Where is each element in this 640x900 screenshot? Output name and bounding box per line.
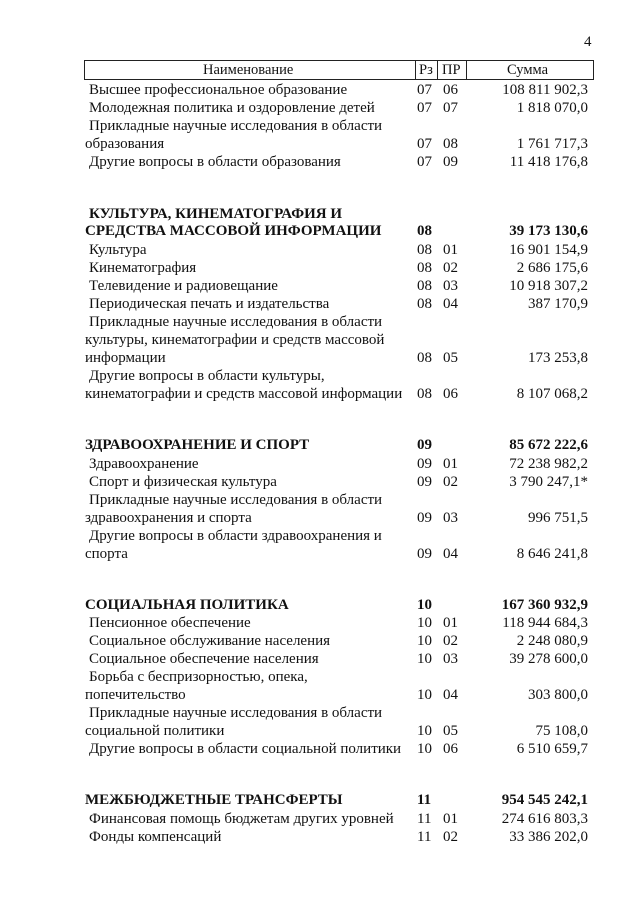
row-name-continuation: Прикладные научные исследования в области — [89, 492, 383, 508]
row-rz: 07 — [417, 82, 432, 98]
row-rz: 09 — [417, 474, 432, 490]
row-pr: 04 — [443, 296, 458, 312]
row-pr: 06 — [443, 386, 458, 402]
row-name-continuation: Прикладные научные исследования в области — [89, 705, 383, 721]
row-sum: 996 751,5 — [528, 510, 588, 526]
row-rz: 08 — [417, 350, 432, 366]
row-rz: 08 — [417, 386, 432, 402]
row-name-continuation: культуры, кинематографии и средств массовой — [85, 332, 385, 348]
row-sum: 39 278 600,0 — [509, 651, 588, 667]
row-pr: 02 — [443, 829, 458, 845]
row-name: Социальное обеспечение населения — [89, 651, 319, 667]
header-divider — [466, 61, 467, 79]
header-pr: ПР — [442, 62, 461, 78]
header-name: Наименование — [203, 62, 294, 78]
row-pr: 01 — [443, 615, 458, 631]
row-name: Фонды компенсаций — [89, 829, 222, 845]
table-header — [84, 60, 594, 80]
row-sum: 10 918 307,2 — [509, 278, 588, 294]
row-sum: 1 818 070,0 — [516, 100, 588, 116]
row-sum: 8 107 068,2 — [516, 386, 588, 402]
row-rz: 09 — [417, 456, 432, 472]
row-sum: 8 646 241,8 — [516, 546, 588, 562]
row-sum: 108 811 902,3 — [502, 82, 588, 98]
row-pr: 03 — [443, 651, 458, 667]
row-name: здравоохранения и спорта — [85, 510, 252, 526]
row-sum: 33 386 202,0 — [509, 829, 588, 845]
row-name: ЗДРАВООХРАНЕНИЕ И СПОРТ — [85, 437, 310, 453]
page-number: 4 — [584, 34, 592, 50]
row-sum: 85 672 222,6 — [509, 437, 588, 453]
row-name: Молодежная политика и оздоровление детей — [89, 100, 375, 116]
row-rz: 10 — [417, 723, 432, 739]
row-rz: 08 — [417, 296, 432, 312]
row-rz: 10 — [417, 651, 432, 667]
row-pr: 01 — [443, 242, 458, 258]
row-name: СРЕДСТВА МАССОВОЙ ИНФОРМАЦИИ — [85, 223, 382, 239]
header-divider — [437, 61, 438, 79]
row-rz: 11 — [417, 811, 432, 827]
row-sum: 118 944 684,3 — [502, 615, 588, 631]
row-rz: 10 — [417, 687, 432, 703]
row-pr: 09 — [443, 154, 458, 170]
header-divider — [415, 61, 416, 79]
row-sum: 954 545 242,1 — [501, 792, 588, 808]
row-pr: 04 — [443, 546, 458, 562]
row-rz: 10 — [417, 741, 432, 757]
row-rz: 07 — [417, 100, 432, 116]
row-pr: 01 — [443, 811, 458, 827]
row-pr: 06 — [443, 82, 458, 98]
row-sum: 2 686 175,6 — [516, 260, 588, 276]
row-rz: 07 — [417, 136, 432, 152]
row-rz: 10 — [417, 615, 432, 631]
row-rz: 08 — [417, 242, 432, 258]
row-rz: 11 — [417, 829, 432, 845]
row-name: Культура — [89, 242, 147, 258]
row-name: социальной политики — [85, 723, 225, 739]
row-rz: 09 — [417, 437, 432, 453]
row-sum: 274 616 803,3 — [501, 811, 588, 827]
row-rz: 07 — [417, 154, 432, 170]
row-rz: 10 — [417, 633, 432, 649]
row-sum: 2 248 080,9 — [516, 633, 588, 649]
row-name-continuation: Прикладные научные исследования в области — [89, 314, 383, 330]
row-name-continuation: Прикладные научные исследования в области — [89, 118, 383, 134]
row-rz: 09 — [417, 546, 432, 562]
row-pr: 01 — [443, 456, 458, 472]
row-rz: 11 — [417, 792, 432, 808]
row-pr: 05 — [443, 723, 458, 739]
row-name: Кинематография — [89, 260, 197, 276]
row-name-continuation: Другие вопросы в области здравоохранения и — [89, 528, 382, 544]
row-name: спорта — [85, 546, 128, 562]
row-name: Социальное обслуживание населения — [89, 633, 331, 649]
row-sum: 303 800,0 — [528, 687, 588, 703]
row-pr: 05 — [443, 350, 458, 366]
row-name: Здравоохранение — [89, 456, 199, 472]
row-name: Телевидение и радиовещание — [89, 278, 278, 294]
row-sum: 173 253,8 — [528, 350, 588, 366]
row-sum: 72 238 982,2 — [509, 456, 588, 472]
row-sum: 6 510 659,7 — [516, 741, 588, 757]
row-sum: 11 418 176,8 — [509, 154, 588, 170]
row-sum: 167 360 932,9 — [501, 597, 588, 613]
row-pr: 07 — [443, 100, 458, 116]
row-pr: 03 — [443, 278, 458, 294]
row-pr: 02 — [443, 633, 458, 649]
row-pr: 04 — [443, 687, 458, 703]
row-pr: 08 — [443, 136, 458, 152]
header-sum: Сумма — [507, 62, 549, 78]
row-pr: 02 — [443, 260, 458, 276]
row-name: образования — [85, 136, 165, 152]
row-pr: 02 — [443, 474, 458, 490]
row-name: Высшее профессиональное образование — [89, 82, 348, 98]
row-sum: 39 173 130,6 — [509, 223, 588, 239]
row-name: Другие вопросы в области социальной политики — [89, 741, 402, 757]
row-pr: 06 — [443, 741, 458, 757]
row-rz: 08 — [417, 260, 432, 276]
row-sum: 3 790 247,1* — [509, 474, 588, 490]
row-name-continuation: КУЛЬТУРА, КИНЕМАТОГРАФИЯ И — [89, 206, 343, 222]
row-rz: 08 — [417, 278, 432, 294]
row-sum: 387 170,9 — [528, 296, 588, 312]
row-name: Периодическая печать и издательства — [89, 296, 330, 312]
row-name: Спорт и физическая культура — [89, 474, 277, 490]
row-name: Финансовая помощь бюджетам других уровней — [89, 811, 394, 827]
row-sum: 75 108,0 — [535, 723, 588, 739]
row-name-continuation: Другие вопросы в области культуры, — [89, 368, 325, 384]
row-name: информации — [85, 350, 166, 366]
row-rz: 08 — [417, 223, 432, 239]
row-pr: 03 — [443, 510, 458, 526]
row-sum: 16 901 154,9 — [509, 242, 588, 258]
row-rz: 10 — [417, 597, 432, 613]
row-name: Другие вопросы в области образования — [89, 154, 341, 170]
row-name: Пенсионное обеспечение — [89, 615, 251, 631]
row-sum: 1 761 717,3 — [516, 136, 588, 152]
row-name: СОЦИАЛЬНАЯ ПОЛИТИКА — [85, 597, 289, 613]
row-name-continuation: Борьба с беспризорностью, опека, — [89, 669, 308, 685]
row-rz: 09 — [417, 510, 432, 526]
header-rz: Рз — [419, 62, 433, 78]
row-name: кинематографии и средств массовой информации — [85, 386, 403, 402]
row-name: МЕЖБЮДЖЕТНЫЕ ТРАНСФЕРТЫ — [85, 792, 343, 808]
row-name: попечительство — [85, 687, 186, 703]
